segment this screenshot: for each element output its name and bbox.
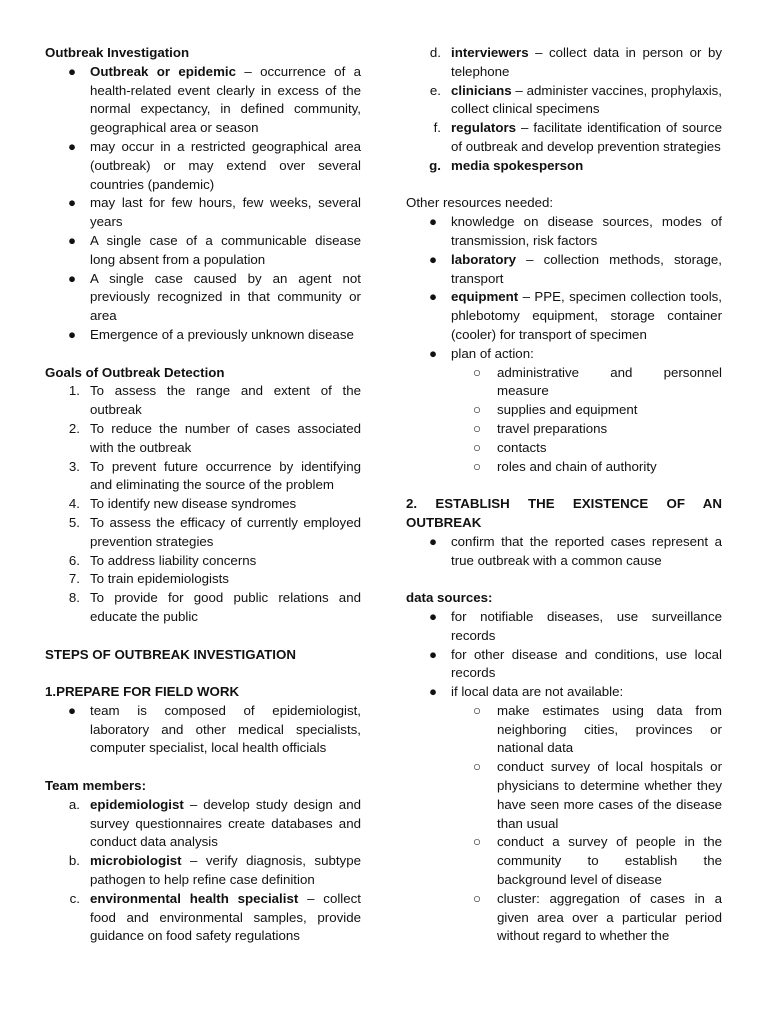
- bullet-marker: ●: [68, 138, 77, 154]
- bullet-marker: ●: [68, 270, 77, 286]
- list-item: [406, 44, 722, 82]
- list-item: [451, 833, 722, 889]
- list-item-term: regulators: [451, 120, 517, 136]
- list-item: [45, 552, 361, 571]
- list-item: [406, 646, 722, 684]
- list-item-term: laboratory: [451, 251, 517, 267]
- list-number: e.: [429, 82, 441, 98]
- team-members-heading: Team members:: [45, 778, 146, 794]
- list-item-text: travel preparations: [497, 420, 608, 436]
- list-item-term: interviewers: [451, 45, 529, 60]
- plan-of-action-sublist: [406, 364, 722, 477]
- list-item-text: To prevent future occurrence by identifying and eliminating the source of the problem: [90, 458, 361, 493]
- list-item-text: – PPE, specimen collection tools, phlebotomy equipment, storage container (cooler) for transport of specimen: [451, 289, 722, 342]
- list-item-text: administrative and personnel measure: [497, 364, 722, 399]
- bullet-marker: ●: [68, 195, 77, 211]
- list-item-text: Emergence of a previously unknown disease: [90, 326, 354, 342]
- list-number: 6.: [68, 552, 80, 568]
- bullet-marker: ●: [429, 251, 438, 267]
- outbreak-investigation-heading: Outbreak Investigation: [45, 45, 190, 60]
- sub-bullet-marker: ○: [473, 702, 482, 718]
- team-members-list-continued: [406, 44, 722, 176]
- list-item: [45, 796, 361, 852]
- list-item-text: – develop study design and survey questionnaires create databases and conduct data analysis: [90, 796, 361, 850]
- list-item: [45, 890, 361, 946]
- sub-bullet-marker: ○: [473, 420, 482, 436]
- list-item-text: To identify new disease syndromes: [90, 496, 297, 512]
- list-item-text: contacts: [497, 439, 547, 455]
- list-item: [45, 194, 361, 232]
- list-item-term: environmental health specialist: [90, 890, 299, 906]
- sub-bullet-marker: ○: [473, 439, 482, 455]
- list-number: 2.: [68, 420, 80, 436]
- bullet-marker: ●: [429, 608, 438, 624]
- list-item: [45, 589, 361, 627]
- list-item-text: knowledge on disease sources, modes of transmission, risk factors: [451, 214, 722, 248]
- list-item-text: – occurrence of a health-related event clearly in excess of the normal expectancy, in defined community, geographical area or season: [90, 63, 362, 136]
- list-item-text: roles and chain of authority: [497, 458, 657, 474]
- list-item-text: To reduce the number of cases associated with the outbreak: [90, 420, 361, 455]
- bullet-marker: ●: [429, 533, 438, 549]
- list-item: [45, 458, 361, 496]
- bullet-marker: ●: [68, 702, 77, 718]
- list-item-text: To address liability concerns: [90, 552, 257, 568]
- list-item: [406, 608, 722, 646]
- list-item-text: To provide for good public relations and educate the public: [90, 590, 361, 624]
- list-item: [451, 401, 722, 420]
- list-item-text: – administer vaccines, prophylaxis, collect clinical specimens: [451, 82, 722, 117]
- steps-heading: STEPS OF OUTBREAK INVESTIGATION: [45, 646, 296, 662]
- list-number: 4.: [68, 496, 80, 512]
- list-number: b.: [68, 853, 80, 869]
- list-item-term: epidemiologist: [90, 796, 184, 812]
- list-item-text: may last for few hours, few weeks, several years: [90, 195, 361, 230]
- list-item-text: To assess the range and extent of the outbreak: [90, 383, 361, 418]
- list-item: [451, 758, 722, 833]
- other-resources-heading: Other resources needed:: [406, 195, 554, 211]
- list-item: [406, 251, 722, 289]
- bullet-marker: ●: [68, 326, 77, 342]
- list-item-text: – verify diagnosis, subtype pathogen to help refine case definition: [90, 853, 361, 888]
- prepare-bullet-list: [45, 702, 361, 758]
- outbreak-bullet-list: [45, 63, 361, 345]
- sub-bullet-marker: ○: [473, 759, 482, 775]
- establish-heading-text: 2. ESTABLISH THE EXISTENCE OF AN OUTBREAK: [406, 496, 722, 530]
- list-item: [45, 514, 361, 552]
- list-item: [451, 458, 722, 477]
- team-members-list: [45, 796, 361, 946]
- list-item-text: conduct a survey of people in the community to establish the background level of disease: [497, 834, 722, 888]
- list-item: [451, 364, 722, 402]
- list-item: [45, 702, 361, 758]
- sub-bullet-marker: ○: [473, 890, 482, 906]
- list-number: c.: [69, 890, 80, 906]
- bullet-marker: ●: [429, 289, 438, 305]
- list-item: [451, 702, 722, 758]
- establish-heading: [406, 495, 722, 533]
- other-resources-list: [406, 213, 722, 363]
- list-item: [45, 63, 361, 138]
- list-number: a.: [68, 796, 80, 812]
- list-item-text: for other disease and conditions, use local records: [451, 646, 722, 681]
- list-item: [45, 420, 361, 458]
- list-item-text: team is composed of epidemiologist, laboratory and other medical specialists, computer specialist, local health officials: [90, 702, 361, 756]
- list-item-text: cluster: aggregation of cases in a given area over a particular period without regard to whether the: [497, 890, 722, 944]
- bullet-marker: ●: [429, 214, 438, 230]
- list-item: [451, 439, 722, 458]
- list-item: [451, 890, 722, 946]
- list-item-term: microbiologist: [90, 853, 182, 869]
- list-item-text: if local data are not available:: [451, 684, 624, 700]
- local-data-sublist: [406, 702, 722, 946]
- list-item-text: for notifiable diseases, use surveillance records: [451, 608, 722, 643]
- list-item: [45, 570, 361, 589]
- bullet-marker: ●: [429, 646, 438, 662]
- list-item-text: make estimates using data from neighboring cities, provinces or national data: [497, 702, 722, 756]
- list-number: f.: [433, 120, 441, 136]
- goals-numbered-list: [45, 382, 361, 626]
- list-item: [406, 288, 722, 344]
- list-item: [45, 852, 361, 890]
- list-item: [45, 232, 361, 270]
- list-item: [451, 420, 722, 439]
- list-item-text: – facilitate identification of source of outbreak and develop prevention strategies: [451, 120, 722, 154]
- bullet-marker: ●: [429, 684, 438, 700]
- list-item-text: – collection methods, storage, transport: [451, 251, 722, 286]
- list-item-text: may occur in a restricted geographical area (outbreak) or may extend over several countries (pandemic): [90, 138, 361, 192]
- list-number: 7.: [68, 571, 80, 587]
- list-item: [45, 495, 361, 514]
- sub-bullet-marker: ○: [473, 402, 482, 418]
- list-item-term: media spokesperson: [451, 157, 584, 173]
- left-column: [45, 44, 361, 946]
- list-item-term: Outbreak or epidemic: [90, 63, 236, 79]
- list-item-text: plan of action:: [451, 345, 534, 361]
- sub-bullet-marker: ○: [473, 834, 482, 850]
- list-item-term: equipment: [451, 289, 519, 305]
- goals-heading: Goals of Outbreak Detection: [45, 364, 225, 380]
- list-number: 8.: [68, 590, 80, 606]
- list-item-text: To train epidemiologists: [90, 571, 229, 587]
- list-number: 5.: [68, 514, 80, 530]
- establish-bullet-list: [406, 533, 722, 571]
- list-item: [406, 157, 722, 176]
- list-item-term: clinicians: [451, 82, 512, 98]
- list-item: [406, 533, 722, 571]
- sub-bullet-marker: ○: [473, 364, 482, 380]
- list-item-text: confirm that the reported cases represent a true outbreak with a common cause: [451, 533, 722, 568]
- list-item-text: A single case caused by an agent not previously recognized in that community or area: [90, 270, 361, 324]
- data-sources-heading: data sources:: [406, 590, 493, 606]
- list-item-text: supplies and equipment: [497, 402, 638, 418]
- sub-bullet-marker: ○: [473, 458, 482, 474]
- list-item: [406, 213, 722, 251]
- list-number: d.: [429, 45, 441, 60]
- list-item: [45, 326, 361, 345]
- list-item: [45, 138, 361, 194]
- bullet-marker: ●: [429, 345, 438, 361]
- list-number: g.: [429, 157, 441, 173]
- list-item-text: To assess the efficacy of currently employed prevention strategies: [90, 514, 361, 549]
- list-item: [45, 382, 361, 420]
- list-number: 3.: [68, 458, 80, 474]
- list-item: [406, 345, 722, 364]
- list-item-text: conduct survey of local hospitals or physicians to determine whether they have seen more cases of the disease than usual: [497, 759, 722, 831]
- prepare-heading: 1.PREPARE FOR FIELD WORK: [45, 684, 240, 700]
- list-item-text: – collect data in person or by telephone: [451, 45, 722, 79]
- list-item: [406, 683, 722, 702]
- list-item-text: A single case of a communicable disease long absent from a population: [90, 232, 361, 267]
- right-column: [406, 44, 722, 946]
- list-item-text: – collect food and environmental samples, provide guidance on food safety regulations: [90, 890, 361, 944]
- list-item: [45, 270, 361, 326]
- bullet-marker: ●: [68, 232, 77, 248]
- list-item: [406, 82, 722, 120]
- data-sources-list: [406, 608, 722, 702]
- list-item: [406, 119, 722, 157]
- bullet-marker: ●: [68, 63, 77, 79]
- list-number: 1.: [68, 383, 80, 399]
